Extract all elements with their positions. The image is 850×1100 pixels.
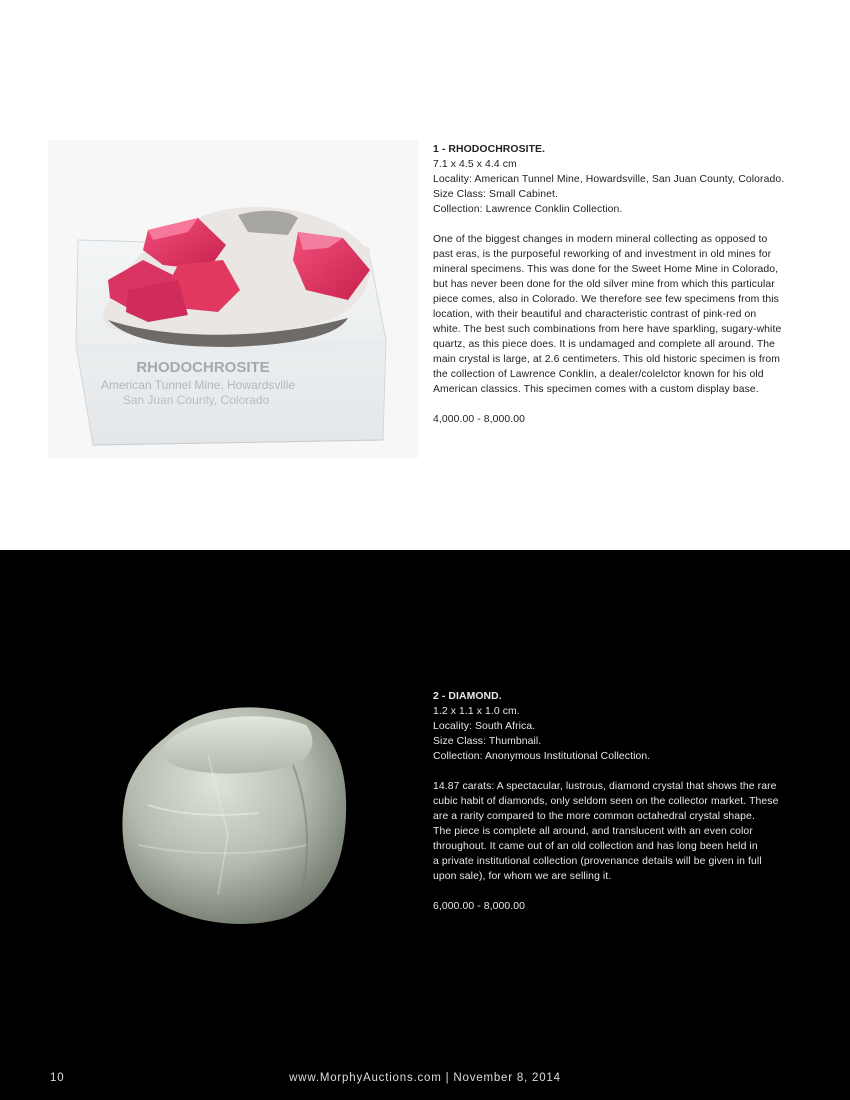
lot-2-desc-line: 14.87 carats: A spectacular, lustrous, diamond crystal that shows the rare: [433, 781, 777, 792]
lot-1-desc-line: piece comes, also in Colorado. We therefore see few specimens from this: [433, 294, 779, 305]
lot-2-estimate: 6,000.00 - 8,000.00: [433, 901, 526, 912]
lot-1-size-class: Size Class: Small Cabinet.: [433, 189, 559, 200]
base-label-line2: American Tunnel Mine, Howardsville: [100, 378, 296, 392]
lot-2-desc-line: a private institutional collection (provenance details will be given in full: [433, 856, 762, 867]
lot-2-desc-line: The piece is complete all around, and translucent with an even color: [433, 826, 753, 837]
lot-1-desc-line: the collection of Lawrence Conklin, a dealer/colelctor known for his old: [433, 369, 764, 380]
lot-1-estimate: 4,000.00 - 8,000.00: [433, 414, 526, 425]
lot-1-desc-line: white. The best such combinations from here have sparkling, sugary-white: [433, 324, 782, 335]
lot-2-size-class: Size Class: Thumbnail.: [433, 736, 542, 747]
lot-2-locality: Locality: South Africa.: [433, 721, 536, 732]
base-label-name: RHODOCHROSITE: [136, 359, 270, 376]
lot-2-desc-line: upon sale), for whom we are selling it.: [433, 871, 612, 882]
lot-1-desc-line: past eras, is the purposeful reworking of and investment in old mines for: [433, 249, 772, 260]
lot-1-desc-line: mineral specimens. This was done for the Sweet Home Mine in Colorado,: [433, 264, 779, 275]
lot-1-desc-line: location, with their beautiful and characteristic contrast of pink-red on: [433, 309, 757, 320]
lot-1-description: [433, 142, 803, 427]
footer-website-date: www.MorphyAuctions.com | November 8, 2014: [289, 1072, 561, 1084]
rhodochrosite-photo: [48, 140, 418, 458]
lot-2-desc-line: throughout. It came out of an old collection and has long been held in: [433, 841, 758, 852]
lot-1-collection: Collection: Lawrence Conklin Collection.: [433, 204, 623, 215]
base-label-line3: San Juan County, Colorado: [122, 393, 270, 407]
lot-1-title: 1 - RHODOCHROSITE.: [433, 144, 546, 155]
lot-1-locality: Locality: American Tunnel Mine, Howardsville, San Juan County, Colorado.: [433, 174, 785, 185]
lot-2-title: 2 - DIAMOND.: [433, 691, 502, 702]
lot-1-desc-line: but has never been done for the old silver mine from which this particular: [433, 279, 775, 290]
lot-1-desc-line: One of the biggest changes in modern mineral collecting as opposed to: [433, 234, 768, 245]
diamond-photo: [108, 695, 363, 930]
page-number: 10: [50, 1072, 65, 1084]
lot-2-collection: Collection: Anonymous Institutional Collection.: [433, 751, 651, 762]
lot-1-size: 7.1 x 4.5 x 4.4 cm: [433, 159, 517, 170]
lot-2-desc-line: are a rarity compared to the more common octahedral crystal shape.: [433, 811, 755, 822]
lot-2-desc-line: cubic habit of diamonds, only seldom seen on the collector market. These: [433, 796, 779, 807]
lot-2-description: [433, 689, 803, 914]
lot-1-desc-line: main crystal is large, at 2.6 centimeters. This old historic specimen is from: [433, 354, 781, 365]
lot-2-size: 1.2 x 1.1 x 1.0 cm.: [433, 706, 520, 717]
lot-1-desc-line: quartz, as this piece does. It is undamaged and complete all around. The: [433, 339, 776, 350]
page-footer: [0, 1072, 850, 1092]
lot-1-desc-line: American classics. This specimen comes with a custom display base.: [433, 384, 759, 395]
